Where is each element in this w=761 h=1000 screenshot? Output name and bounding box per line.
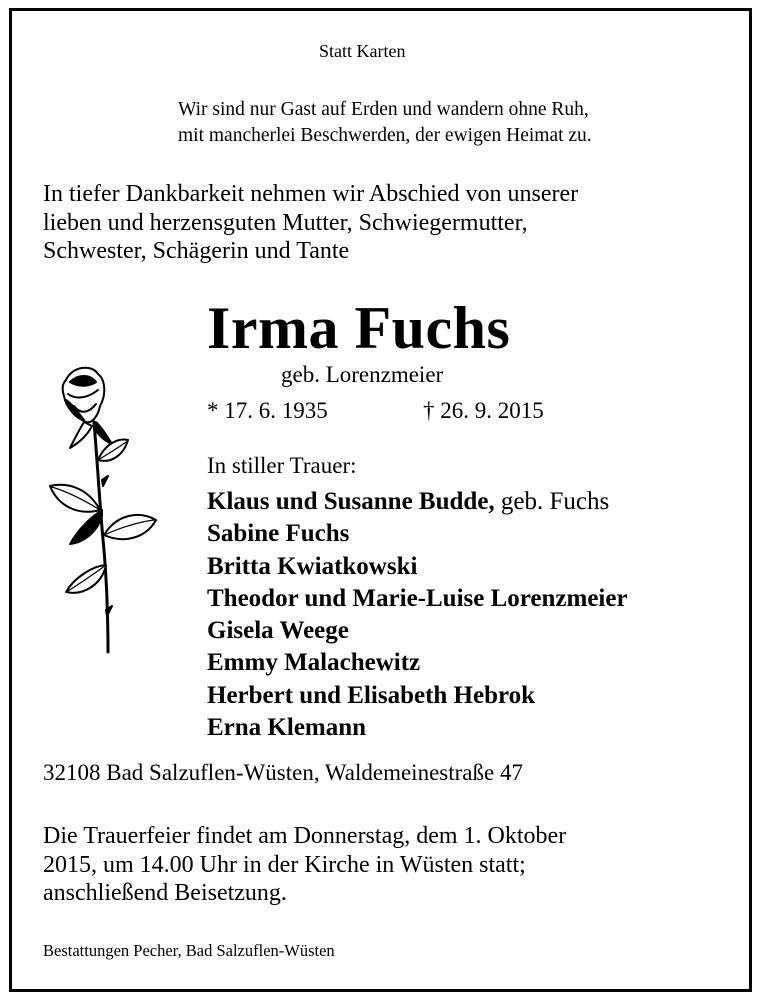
service-info: [43, 822, 566, 908]
statt-karten: Statt Karten: [319, 41, 406, 61]
mourner-name: Theodor und Marie-Luise Lorenzmeier: [207, 584, 628, 612]
poem-line: mit mancherlei Beschwerden, der ewigen Heimat zu.: [178, 125, 592, 146]
service-line: Die Trauerfeier findet am Donnerstag, dem 1. Oktober: [43, 823, 567, 849]
mourner-name: Gisela Weege: [207, 617, 349, 645]
mourner-name: Herbert und Elisabeth Hebrok: [207, 681, 536, 709]
deceased-name: Irma Fuchs: [207, 295, 511, 361]
intro-text: [43, 180, 578, 266]
intro-line: Schwester, Schägerin und Tante: [43, 238, 350, 264]
birth-date: * 17. 6. 1935: [207, 398, 328, 423]
poem-line: Wir sind nur Gast auf Erden und wandern ohne Ruh,: [178, 99, 589, 120]
rose-icon: [40, 360, 160, 660]
mourner-name: Sabine Fuchs: [207, 520, 350, 548]
mourning-heading: In stiller Trauer:: [207, 453, 357, 478]
funeral-home: Bestattungen Pecher, Bad Salzuflen-Wüsten: [43, 941, 335, 960]
poem: [178, 97, 592, 149]
service-line: anschließend Beisetzung.: [43, 880, 287, 906]
mourner-name: Erna Klemann: [207, 714, 367, 742]
mourner-name: Klaus und Susanne Budde, geb. Fuchs: [207, 488, 610, 515]
address: 32108 Bad Salzuflen-Wüsten, Waldemeinestraße 47: [43, 760, 523, 785]
mourner-name: Britta Kwiatkowski: [207, 552, 418, 580]
mourner-list: [207, 486, 628, 744]
maiden-name: geb. Lorenzmeier: [281, 362, 444, 387]
service-line: 2015, um 14.00 Uhr in der Kirche in Wüsten statt;: [43, 851, 526, 878]
mourner-name: Emmy Malachewitz: [207, 649, 421, 677]
intro-line: lieben und herzensguten Mutter, Schwiegermutter,: [43, 209, 528, 236]
intro-line: In tiefer Dankbarkeit nehmen wir Abschied von unserer: [43, 181, 579, 207]
death-date: † 26. 9. 2015: [423, 398, 544, 423]
